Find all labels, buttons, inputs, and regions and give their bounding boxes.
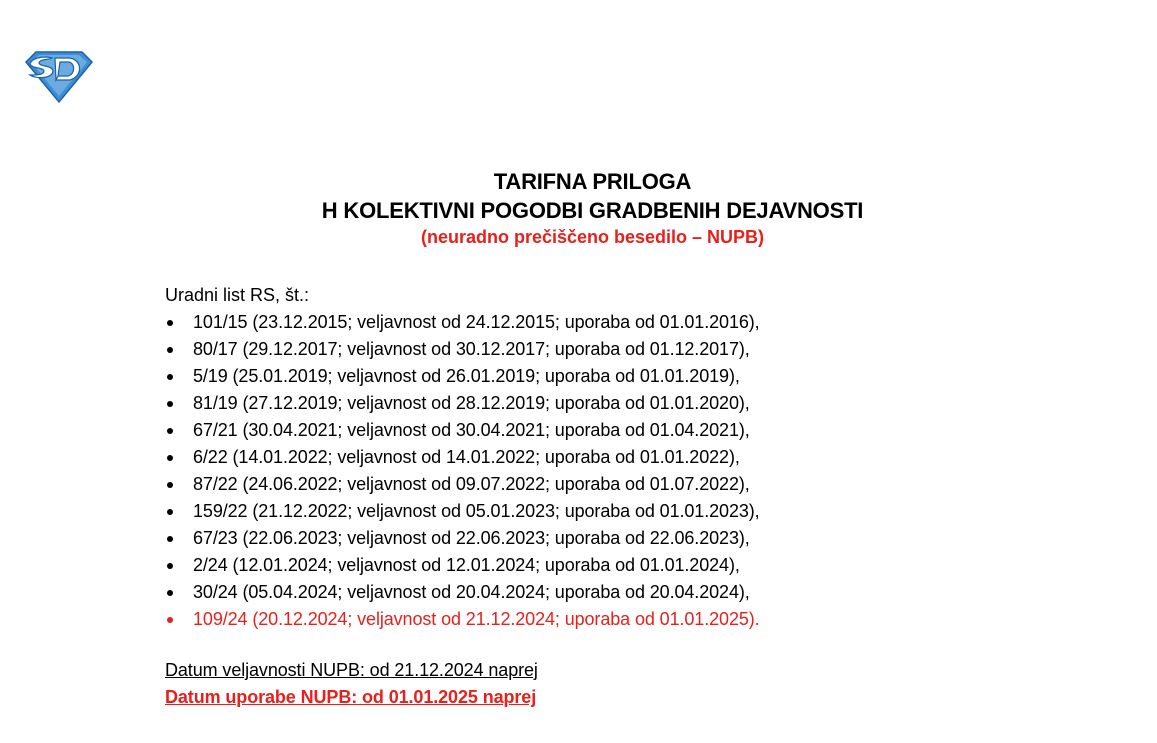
list-item — [165, 363, 1065, 390]
title-line-1: TARIFNA PRILOGA — [493, 169, 692, 194]
list-item-text: 80/17 (29.12.2017; veljavnost od 30.12.2017; uporaba od 01.12.2017), — [193, 339, 750, 359]
list-item — [165, 552, 1065, 579]
subtitle: (neuradno prečiščeno besedilo – NUPB) — [420, 227, 765, 247]
list-item-text: 5/19 (25.01.2019; veljavnost od 26.01.2019; uporaba od 01.01.2019), — [193, 366, 740, 386]
list-item-text: 109/24 (20.12.2024; veljavnost od 21.12.2024; uporaba od 01.01.2025). — [193, 609, 760, 629]
application-date: Datum uporabe NUPB: od 01.01.2025 naprej — [165, 687, 537, 707]
nupb-dates — [165, 657, 538, 711]
validity-date: Datum veljavnosti NUPB: od 21.12.2024 naprej — [165, 660, 538, 680]
list-item-text: 87/22 (24.06.2022; veljavnost od 09.07.2022; uporaba od 01.07.2022), — [193, 474, 750, 494]
bullet-icon — [167, 428, 173, 434]
bullet-icon — [167, 563, 173, 569]
list-item-text: 67/21 (30.04.2021; veljavnost od 30.04.2021; uporaba od 01.04.2021), — [193, 420, 750, 440]
list-item-text: 6/22 (14.01.2022; veljavnost od 14.01.2022; uporaba od 01.01.2022), — [193, 447, 740, 467]
bullet-icon — [167, 482, 173, 488]
bullet-icon — [167, 536, 173, 542]
list-item-text: 67/23 (22.06.2023; veljavnost od 22.06.2023; uporaba od 22.06.2023), — [193, 528, 750, 548]
list-item-text: 81/19 (27.12.2019; veljavnost od 28.12.2019; uporaba od 01.01.2020), — [193, 393, 750, 413]
bullet-icon — [167, 590, 173, 596]
list-item-text: 30/24 (05.04.2024; veljavnost od 20.04.2024; uporaba od 20.04.2024), — [193, 582, 750, 602]
bullet-icon — [167, 455, 173, 461]
list-item-text: 2/24 (12.01.2024; veljavnost od 12.01.2024; uporaba od 01.01.2024), — [193, 555, 740, 575]
list-item — [165, 525, 1065, 552]
list-item — [165, 390, 1065, 417]
bullet-icon — [167, 374, 173, 380]
list-item-text: 101/15 (23.12.2015; veljavnost od 24.12.2015; uporaba od 01.01.2016), — [193, 312, 760, 332]
bullet-icon — [167, 320, 173, 326]
bullet-icon — [167, 617, 173, 623]
list-item-latest — [165, 606, 1065, 633]
title-line-2: H KOLEKTIVNI POGODBI GRADBENIH DEJAVNOSTI — [321, 198, 864, 223]
list-item — [165, 471, 1065, 498]
gazette-section — [165, 282, 1065, 633]
list-item-text: 159/22 (21.12.2022; veljavnost od 05.01.2023; uporaba od 01.01.2023), — [193, 501, 760, 521]
document-title — [0, 167, 1157, 249]
list-item — [165, 498, 1065, 525]
bullet-icon — [167, 347, 173, 353]
list-item — [165, 309, 1065, 336]
list-item — [165, 417, 1065, 444]
gazette-label: Uradni list RS, št.: — [165, 285, 310, 305]
sd-shield-logo-icon — [22, 48, 96, 104]
list-item — [165, 444, 1065, 471]
list-item — [165, 336, 1065, 363]
bullet-icon — [167, 509, 173, 515]
gazette-issue-list — [165, 309, 1065, 633]
bullet-icon — [167, 401, 173, 407]
list-item — [165, 579, 1065, 606]
